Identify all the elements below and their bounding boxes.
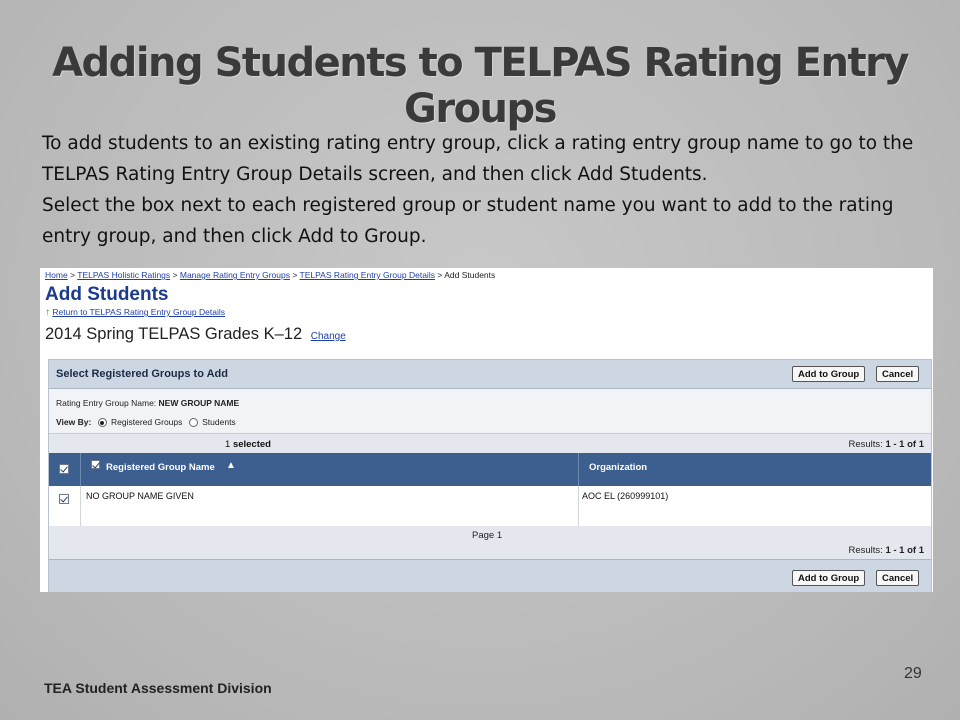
change-link[interactable]: Change	[310, 331, 346, 342]
select-groups-panel	[48, 359, 932, 592]
view-by-line	[56, 417, 236, 427]
organization-column-header[interactable]	[579, 453, 931, 486]
view-registered-groups-option[interactable]: Registered Groups	[111, 417, 183, 427]
breadcrumb-separator: >	[437, 270, 443, 280]
breadcrumb-manage-rating-entry-groups[interactable]: Manage Rating Entry Groups	[179, 270, 290, 280]
selection-summary-bar	[49, 433, 931, 454]
slide-title: Adding Students to TELPAS Rating Entry Groups	[52, 40, 908, 132]
pagination-bar	[49, 526, 931, 559]
results-value: 1 - 1 of 1	[885, 545, 924, 556]
column-checkbox-icon[interactable]	[91, 460, 100, 469]
breadcrumb-separator: >	[292, 270, 298, 280]
cancel-button-bottom[interactable]: Cancel	[876, 570, 919, 586]
radio-icon[interactable]	[98, 418, 107, 427]
group-name-value: NEW GROUP NAME	[158, 398, 240, 408]
group-name-column-header[interactable]	[81, 453, 579, 486]
breadcrumb-current: Add Students	[444, 270, 496, 280]
add-to-group-button[interactable]: Add to Group	[792, 366, 865, 382]
selected-count-label: selected	[232, 439, 271, 450]
view-by-label: View By:	[56, 417, 92, 427]
page-number: 29	[904, 665, 922, 682]
breadcrumb-home[interactable]: Home	[45, 270, 68, 280]
panel-title: Select Registered Groups to Add	[56, 368, 228, 380]
return-to-details-link[interactable]: Return to TELPAS Rating Entry Group Details	[52, 307, 225, 317]
group-name-line	[56, 398, 239, 408]
view-students-option[interactable]: Students	[202, 417, 236, 427]
breadcrumb-telpas-holistic-ratings[interactable]: TELPAS Holistic Ratings	[77, 270, 171, 280]
intro-paragraph-2: Select the box next to each registered group or student name you want to add to the rating entry group, and then click Add to Group.	[42, 195, 894, 247]
organization-header-label[interactable]: Organization	[589, 462, 648, 473]
radio-icon[interactable]	[189, 418, 198, 427]
row-select-cell	[49, 486, 81, 526]
page-title: Add Students	[45, 284, 169, 305]
results-label: Results:	[848, 439, 883, 450]
add-to-group-button-bottom[interactable]: Add to Group	[792, 570, 865, 586]
group-name-header-label[interactable]: Registered Group Name	[106, 462, 215, 473]
administration-title: 2014 Spring TELPAS Grades K–12	[45, 325, 303, 343]
select-all-column	[49, 453, 81, 486]
page-indicator: Page 1	[472, 530, 503, 541]
add-students-screenshot	[40, 268, 933, 592]
arrow-up-icon: ↑	[45, 307, 50, 318]
table-header	[49, 453, 931, 486]
row-organization-cell	[579, 486, 931, 526]
row-checkbox-icon[interactable]	[59, 494, 69, 504]
selected-count-number: 1	[225, 439, 231, 450]
return-link-row	[45, 307, 225, 318]
panel-header	[49, 360, 931, 389]
results-value: 1 - 1 of 1	[885, 439, 924, 450]
breadcrumb-separator: >	[70, 270, 76, 280]
panel-footer	[49, 559, 931, 592]
sort-ascending-icon[interactable]: ▲	[226, 460, 236, 471]
row-organization: AOC EL (260999101)	[582, 491, 669, 501]
cancel-button[interactable]: Cancel	[876, 366, 919, 382]
selected-count	[225, 439, 271, 450]
row-group-name: NO GROUP NAME GIVEN	[86, 491, 194, 501]
table-row	[49, 486, 931, 527]
select-all-checkbox-icon[interactable]	[59, 464, 69, 474]
results-label: Results:	[848, 545, 883, 556]
intro-paragraph-1: To add students to an existing rating entry group, click a rating entry group name to go to the TELPAS Rating Entry Group Details screen, and then click Add Students.	[42, 133, 914, 185]
results-bottom	[848, 545, 924, 556]
breadcrumb-separator: >	[172, 270, 178, 280]
breadcrumb	[45, 270, 495, 280]
group-name-label: Rating Entry Group Name:	[56, 398, 157, 408]
admin-title-row	[45, 325, 346, 344]
breadcrumb-group-details[interactable]: TELPAS Rating Entry Group Details	[299, 270, 435, 280]
results-top	[848, 439, 924, 450]
footer-division: TEA Student Assessment Division	[44, 680, 272, 696]
row-group-name-cell	[81, 486, 579, 526]
intro-text	[42, 128, 922, 252]
